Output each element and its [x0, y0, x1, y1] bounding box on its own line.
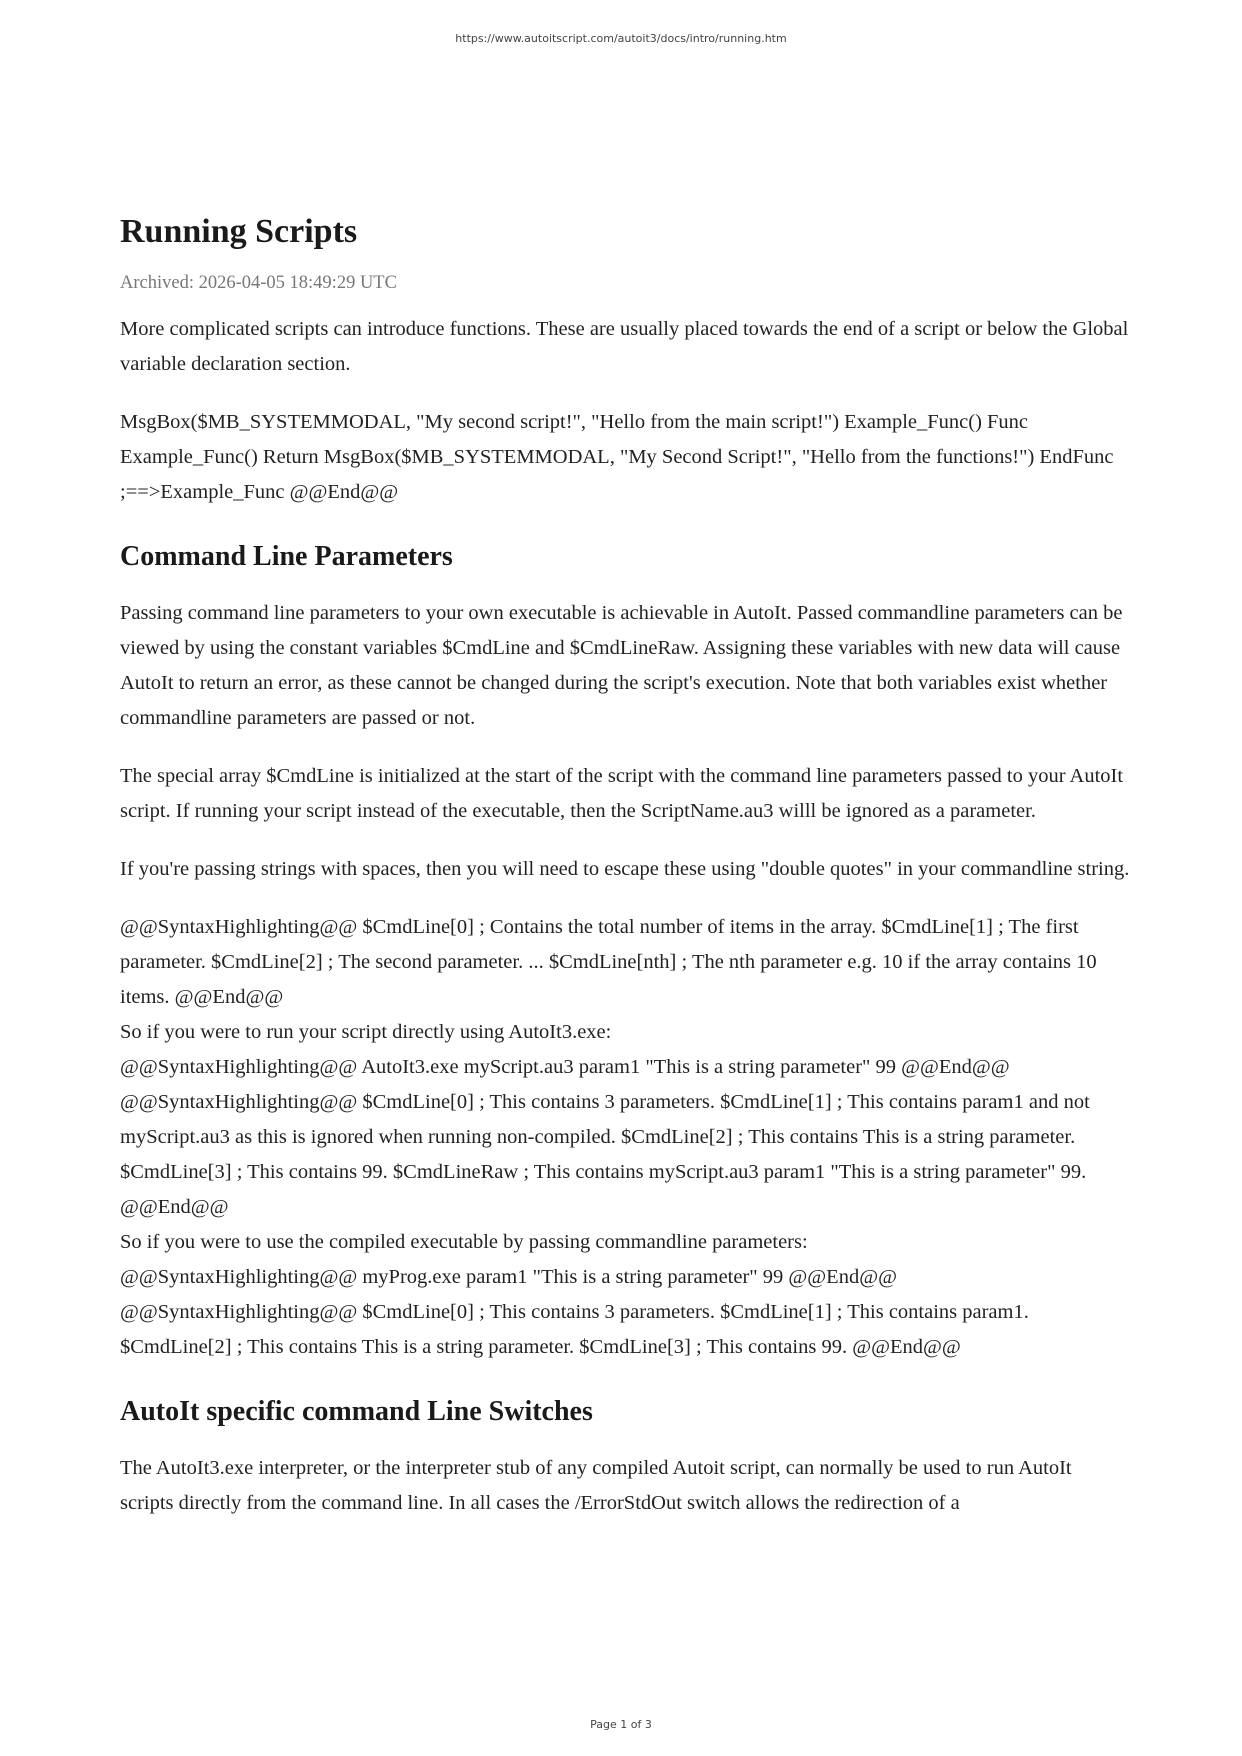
cmdline-example-line: So if you were to run your script directly using AutoIt3.exe:	[120, 1021, 612, 1043]
page-number: Page 1 of 3	[590, 1718, 652, 1731]
section-heading-command-line-switches: AutoIt specific command Line Switches	[120, 1396, 593, 1427]
page-title: Running Scripts	[120, 213, 358, 250]
cmdline-example-line: @@SyntaxHighlighting@@ $CmdLine[0] ; Contains the total number of items in the array. $CmdLine[1] ; The first parameter. $CmdLine[2] ; The second parameter. ... $CmdLine[nth] ; The nth parameter e.g. 10 if the array contains 10 items. @@End@@	[120, 916, 1097, 1008]
cmdline-example-line: @@SyntaxHighlighting@@ $CmdLine[0] ; This contains 3 parameters. $CmdLine[1] ; This contains param1 and not myScript.au3 as this is ignored when running non-compiled. $CmdLine[2] ; This contains This is a string parameter. $CmdLine[3] ; This contains 99. $CmdLineRaw ; This contains myScript.au3 param1 "This is a string parameter" 99. @@End@@	[120, 1091, 1090, 1218]
section-heading-command-line-parameters: Command Line Parameters	[120, 541, 453, 572]
cmdline-paragraph-1: Passing command line parameters to your own executable is achievable in AutoIt. Passed commandline parameters can be viewed by using the constant variables $CmdLine and $CmdLineRaw. Assigning these variables with new data will cause AutoIt to return an error, as these cannot be changed during the script's execution. Note that both variables exist whether commandline parameters are passed or not.	[120, 602, 1123, 729]
article	[120, 212, 1130, 1544]
cmdline-example-line: So if you were to use the compiled executable by passing commandline parameters:	[120, 1231, 808, 1253]
cmdline-example-line: @@SyntaxHighlighting@@ AutoIt3.exe myScript.au3 param1 "This is a string parameter" 99 @@End@@	[120, 1056, 1010, 1078]
example-code-text: MsgBox($MB_SYSTEMMODAL, "My second script!", "Hello from the main script!") Example_Func() Func Example_Func() Return MsgBox($MB_SYSTEMMODAL, "My Second Script!", "Hello from the functions!") EndFunc ;==>Example_Func @@End@@	[120, 411, 1114, 503]
cmdline-examples-block	[120, 910, 1130, 1365]
cmdline-example-line: @@SyntaxHighlighting@@ $CmdLine[0] ; This contains 3 parameters. $CmdLine[1] ; This contains param1. $CmdLine[2] ; This contains This is a string parameter. $CmdLine[3] ; This contains 99. @@End@@	[120, 1301, 1029, 1358]
page-url: https://www.autoitscript.com/autoit3/docs/intro/running.htm	[455, 32, 787, 45]
archived-timestamp: Archived: 2026-04-05 18:49:29 UTC	[120, 273, 397, 293]
cmdline-paragraph-2: The special array $CmdLine is initialized at the start of the script with the command line parameters passed to your AutoIt script. If running your script instead of the executable, then the ScriptName.au3 willl be ignored as a parameter.	[120, 765, 1124, 822]
cmdline-paragraph-3: If you're passing strings with spaces, then you will need to escape these using "double quotes" in your commandline string.	[120, 858, 1130, 880]
switches-paragraph-1: The AutoIt3.exe interpreter, or the interpreter stub of any compiled Autoit script, can normally be used to run AutoIt scripts directly from the command line. In all cases the /ErrorStdOut switch allows the redirection of a	[120, 1457, 1072, 1514]
intro-paragraph: More complicated scripts can introduce functions. These are usually placed towards the end of a script or below the Global variable declaration section.	[120, 318, 1129, 375]
cmdline-example-line: @@SyntaxHighlighting@@ myProg.exe param1 "This is a string parameter" 99 @@End@@	[120, 1266, 897, 1288]
